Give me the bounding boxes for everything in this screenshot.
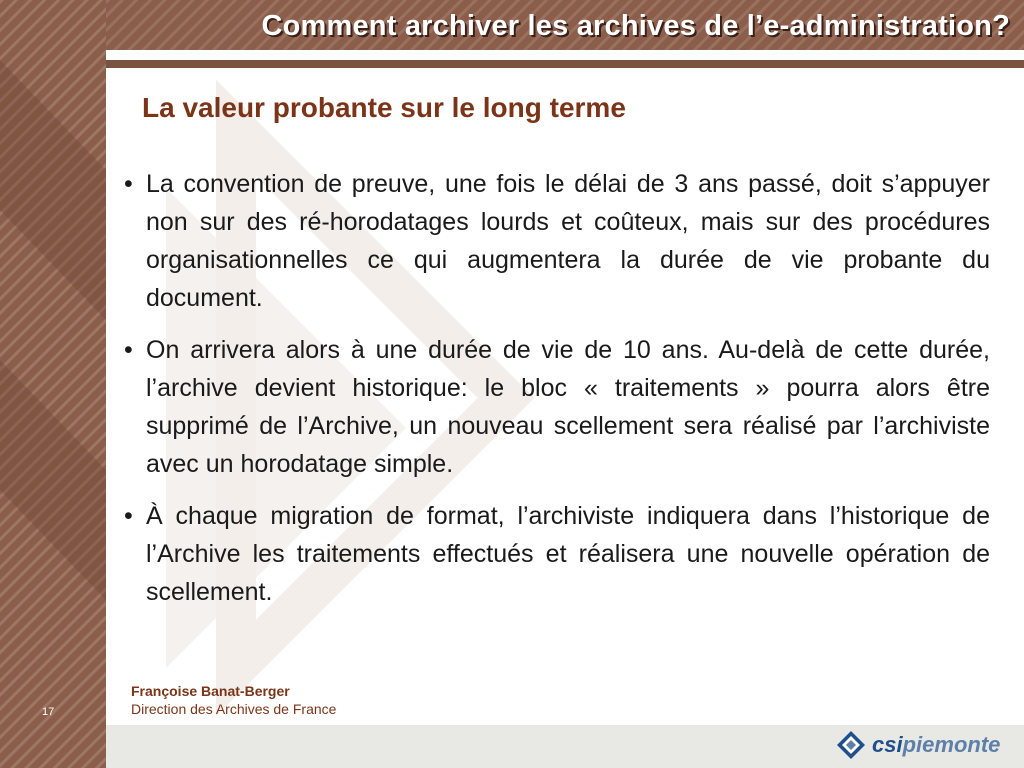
bullet-marker: •	[124, 502, 133, 530]
bullet-marker: •	[124, 170, 133, 198]
csipiemonte-logo	[836, 728, 1000, 762]
footer-organization: Direction des Archives de France	[131, 701, 337, 717]
logo-text	[872, 732, 1000, 758]
sidebar-stripes	[0, 0, 106, 768]
logo-brand-light: piemonte	[902, 732, 1001, 757]
slide-title: Comment archiver les archives de l’e-administration?	[261, 10, 1010, 42]
sidebar-decoration	[0, 0, 106, 768]
page-number: 17	[42, 706, 55, 718]
bullet-item	[118, 165, 990, 317]
bullet-item	[118, 497, 990, 611]
bullet-text: On arrivera alors à une durée de vie de 10 ans. Au-delà de cette durée, l’archive devient historique: le bloc « traitements » pourra alors être supprimé de l’Archive, un nouveau scellement sera réalisé par l’archiviste avec un horodatage simple.	[146, 336, 990, 478]
bullet-text: La convention de preuve, une fois le délai de 3 ans passé, doit s’appuyer non sur des ré-horodatages lourds et coûteux, mais sur des procédures organisationnelles ce qui augmentera la durée de vie probante du document.	[146, 170, 990, 312]
bullet-text: À chaque migration de format, l’archiviste indiquera dans l’historique de l’Archive les traitements effectués et réalisera une nouvelle opération de scellement.	[146, 502, 990, 606]
diamond-logo-icon	[836, 730, 866, 760]
bullet-list	[118, 165, 990, 625]
logo-brand-bold: csi	[872, 732, 903, 757]
bullet-marker: •	[124, 336, 133, 364]
bullet-item	[118, 331, 990, 483]
footer-author: Françoise Banat-Berger	[131, 683, 290, 699]
header-rule	[106, 60, 1024, 68]
slide-subtitle: La valeur probante sur le long terme	[142, 92, 626, 123]
